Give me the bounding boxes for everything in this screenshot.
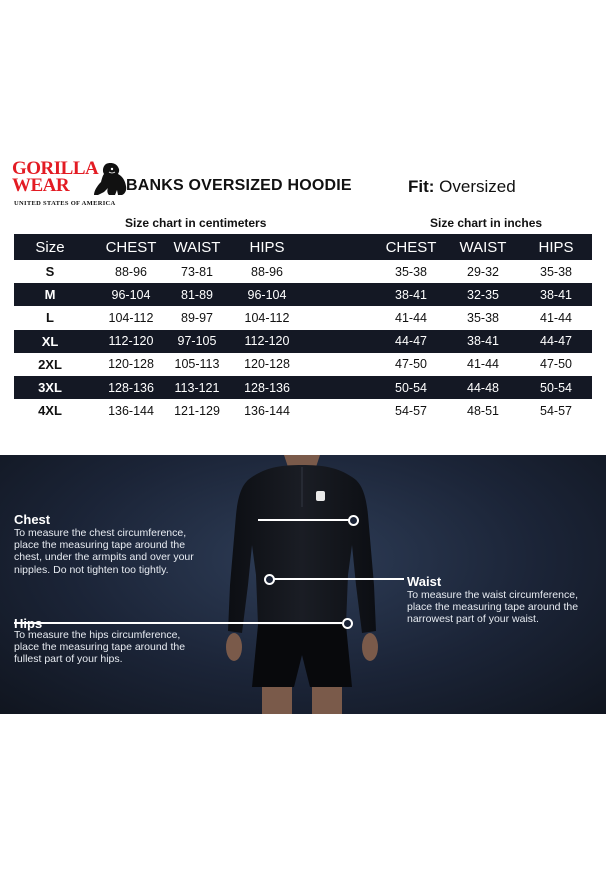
hips-in-cell: 50-54 — [540, 380, 572, 395]
gorilla-wear-logo — [12, 160, 118, 210]
size-cell: L — [46, 310, 54, 326]
waist-in-cell: 44-48 — [467, 380, 499, 395]
hips-cm-cell: 104-112 — [244, 310, 290, 325]
header-chest-in: CHEST — [385, 238, 437, 256]
waist-in-cell: 48-51 — [467, 403, 499, 418]
waist-cm-cell: 97-105 — [177, 334, 217, 349]
size-cell: 2XL — [38, 356, 62, 372]
table-row — [14, 399, 592, 422]
caption-inches: Size chart in inches — [430, 216, 543, 230]
waist-cm-cell: 113-121 — [174, 380, 220, 395]
chest-in-cell: 44-47 — [395, 334, 427, 349]
caption-centimeters: Size chart in centimeters — [125, 216, 267, 230]
chest-cm-cell: 128-136 — [108, 380, 154, 395]
size-cell: 3XL — [38, 380, 62, 396]
header-hips-in: HIPS — [538, 238, 574, 256]
waist-cm-cell: 73-81 — [181, 264, 213, 279]
header — [0, 160, 606, 212]
chest-marker-dot — [348, 515, 359, 526]
table-row — [14, 306, 592, 329]
header-waist-cm: WAIST — [173, 238, 221, 256]
header-chest-cm: CHEST — [105, 238, 157, 256]
header-waist-in: WAIST — [459, 238, 507, 256]
hips-in-cell: 47-50 — [540, 357, 572, 372]
hips-in-cell: 44-47 — [540, 334, 572, 349]
table-row — [14, 353, 592, 376]
hips-in-cell: 35-38 — [540, 264, 572, 279]
waist-cm-cell: 89-97 — [181, 310, 213, 325]
hips-measure-line — [14, 622, 342, 624]
table-row — [14, 260, 592, 283]
hips-in-cell: 38-41 — [540, 287, 572, 302]
waist-cm-cell: 121-129 — [174, 403, 220, 418]
size-cell: S — [45, 264, 55, 280]
waist-cm-cell: 81-89 — [181, 287, 213, 302]
table-row — [14, 283, 592, 306]
waist-in-cell: 29-32 — [467, 264, 499, 279]
chest-cm-cell: 104-112 — [108, 310, 154, 325]
hips-cm-cell: 96-104 — [247, 287, 287, 302]
chest-in-cell: 54-57 — [395, 403, 427, 418]
chest-cm-cell: 96-104 — [111, 287, 151, 302]
chest-cm-cell: 88-96 — [115, 264, 147, 279]
logo-line-1: GORILLA — [12, 158, 99, 179]
size-table — [14, 234, 592, 422]
hips-cm-cell: 112-120 — [244, 334, 290, 349]
waist-in-cell: 38-41 — [467, 334, 499, 349]
chest-description: To measure the chest circumference, place the measuring tape around the chest, under the armpits and over your nipples. Do not tighten too tightly. — [14, 527, 194, 576]
waist-measure-line — [274, 578, 404, 580]
waist-description: To measure the waist circumference, place the measuring tape around the narrowest part of your waist. — [407, 589, 579, 626]
fit-info — [408, 177, 516, 197]
table-row — [14, 376, 592, 399]
waist-in-cell: 35-38 — [467, 310, 499, 325]
logo-tagline: UNITED STATES OF AMERICA — [14, 200, 116, 207]
logo-wordmark — [12, 160, 98, 194]
size-cell: 4XL — [38, 403, 62, 419]
hips-in-cell: 41-44 — [540, 310, 572, 325]
measurement-guide — [0, 455, 606, 714]
chest-in-cell: 35-38 — [395, 264, 427, 279]
chest-cm-cell: 112-120 — [108, 334, 154, 349]
hips-in-cell: 54-57 — [540, 403, 572, 418]
logo-line-2: WEAR — [12, 175, 70, 196]
chest-cm-cell: 136-144 — [108, 403, 154, 418]
header-hips-cm: HIPS — [249, 238, 285, 256]
chest-in-cell: 41-44 — [395, 310, 427, 325]
chest-in-cell: 38-41 — [395, 287, 427, 302]
hips-cm-cell: 128-136 — [244, 380, 290, 395]
chest-in-cell: 47-50 — [395, 357, 427, 372]
model-silhouette — [212, 455, 392, 714]
table-row — [14, 330, 592, 353]
fit-value: Oversized — [439, 177, 516, 196]
waist-in-cell: 41-44 — [467, 357, 499, 372]
table-header-row — [14, 234, 592, 260]
gorilla-icon — [92, 162, 128, 196]
hips-marker-dot — [342, 618, 353, 629]
waist-cm-cell: 105-113 — [174, 357, 220, 372]
size-cell: M — [44, 287, 56, 303]
fit-label: Fit: — [408, 177, 435, 196]
chest-label: Chest — [14, 512, 51, 527]
header-size: Size — [35, 238, 65, 256]
chest-cm-cell: 120-128 — [108, 357, 154, 372]
product-title: BANKS OVERSIZED HOODIE — [126, 177, 352, 194]
chest-in-cell: 50-54 — [395, 380, 427, 395]
size-cell: XL — [41, 333, 59, 349]
hips-description: To measure the hips circumference, place the measuring tape around the fullest part of your hips. — [14, 629, 186, 666]
hips-cm-cell: 88-96 — [251, 264, 283, 279]
hips-cm-cell: 136-144 — [244, 403, 290, 418]
hips-cm-cell: 120-128 — [244, 357, 290, 372]
chest-measure-line — [258, 519, 352, 521]
waist-in-cell: 32-35 — [467, 287, 499, 302]
waist-label: Waist — [407, 574, 442, 589]
